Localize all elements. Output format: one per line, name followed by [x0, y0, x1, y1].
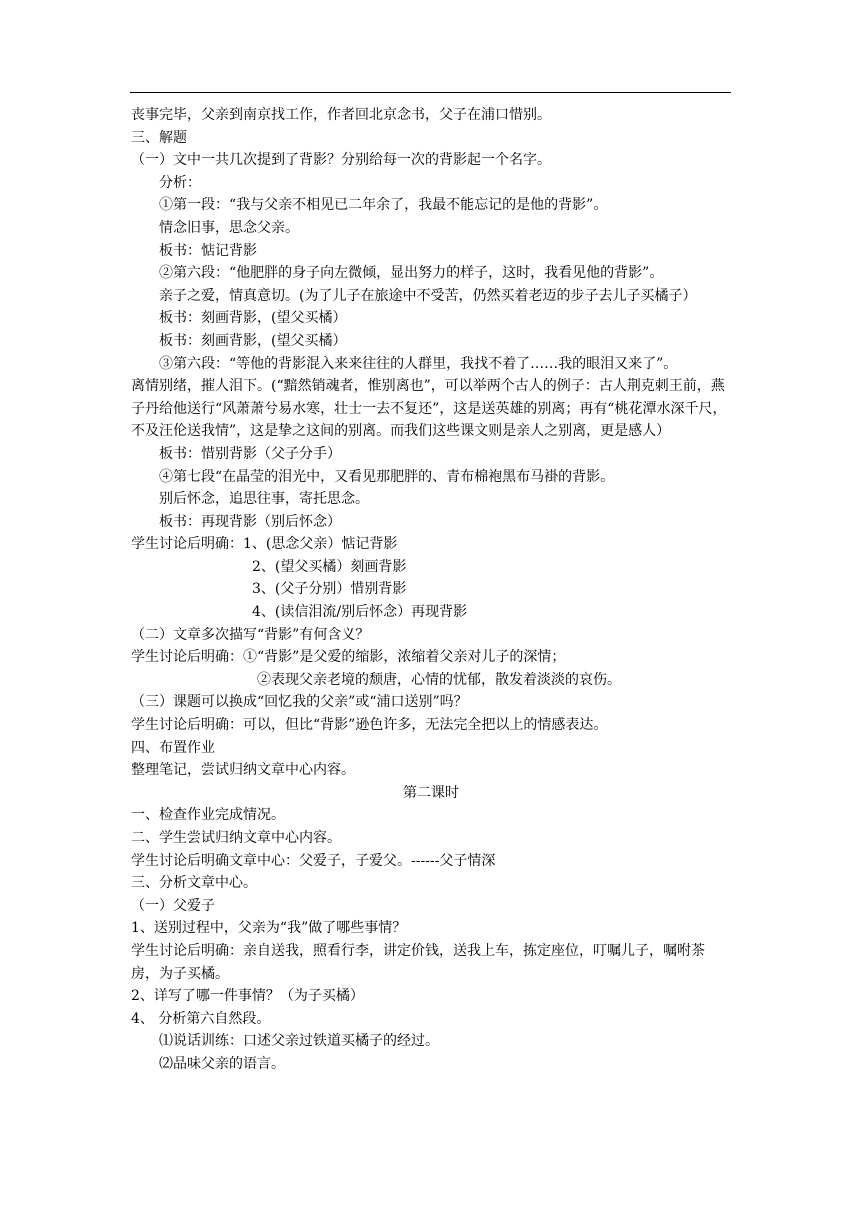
- section-heading: 三、解题: [131, 129, 187, 146]
- section-heading: 二、学生尝试归纳文章中心内容。: [131, 830, 341, 846]
- text-line: 板书：刻画背影，(望父买橘）: [159, 310, 347, 327]
- question-heading: （一）文中一共几次提到了背影？分别给每一次的背影起一个名字。: [131, 152, 551, 169]
- text-line: 2、详写了哪一件事情？（为子买橘）: [131, 988, 364, 1005]
- section-heading: 一、检查作业完成情况。: [131, 807, 285, 824]
- text-paragraph: 学生讨论后明确：亲自送我，照看行李，讲定价钱，送我上车，拣定座位，叮嘱儿子，嘱咐茶房，为子买橘。: [131, 942, 705, 982]
- text-line: 1、送别过程中，父亲为“我”做了哪些事情？: [131, 920, 407, 937]
- text-line: 丧事完毕，父亲到南京找工作，作者回北京念书，父子在浦口惜别。: [131, 107, 551, 123]
- section-heading: 三、分析文章中心。: [131, 875, 257, 892]
- section-heading: 四、布置作业: [131, 739, 215, 756]
- text-line: ③第六段：“等他的背影混入来来往往的人群里，我找不着了……我的眼泪又来了”。: [159, 355, 678, 372]
- text-line: 学生讨论后明确：可以，但比“背影”逊色许多，无法完全把以上的情感表达。: [131, 717, 608, 734]
- question-heading: （一）父爱子: [131, 897, 215, 914]
- text-line: ②第六段：“他肥胖的身子向左微倾，显出努力的样子，这时，我看见他的背影”。: [159, 265, 664, 282]
- question-heading: （二）文章多次描写“背影”有何含义？: [131, 626, 370, 643]
- lesson-title: 第二课时: [403, 784, 459, 801]
- text-line: 学生讨论后明确文章中心：父爱子，子爱父。------父子情深: [131, 852, 496, 869]
- text-line: 板书：再现背影（别后怀念）: [159, 513, 341, 530]
- text-line: 分析：: [159, 174, 201, 191]
- text-line: 学生讨论后明确：①“背影”是父爱的缩影，浓缩着父亲对儿子的深情；: [131, 649, 566, 666]
- text-line: ②表现父亲老境的颓唐，心情的忧郁，散发着淡淡的哀伤。: [257, 671, 621, 688]
- text-line: 亲子之爱，情真意切。(为了儿子在旅途中不受苦，仍然买着老迈的步子去儿子买橘子）: [159, 287, 697, 304]
- text-line: ⑵品味父亲的语言。: [159, 1055, 285, 1072]
- text-line: 板书：刻画背影，(望父买橘）: [159, 332, 347, 349]
- text-line: ①第一段：“我与父亲不相见已二年余了，我最不能忘记的是他的背影”。: [159, 197, 608, 214]
- text-line: 板书：惜别背影（父子分手）: [159, 445, 341, 462]
- text-paragraph: 离情别绪，摧人泪下。(“黯然销魂者，惟别离也”，可以举两个古人的例子：古人荆克刺王前，燕子丹给他送行“风萧萧兮易水寒，壮士一去不复还”，这是送英雄的别离；再有“桃花潭水深千尺，不及汪伦送我情”，这是挚之这间的别离。而我们这些课文则是亲人之别离，更是感人）: [131, 378, 727, 440]
- text-line: 别后怀念，追思往事，寄托思念。: [159, 491, 369, 508]
- text-line: ④第七段“在晶莹的泪光中，又看见那肥胖的、青布棉袍黑布马褂的背影。: [159, 468, 615, 485]
- text-line: 情念旧事，思念父亲。: [159, 219, 299, 236]
- text-line: 学生讨论后明确：1、(思念父亲）惦记背影: [131, 536, 398, 553]
- list-item: 2、(望父买橘）刻画背影: [252, 558, 407, 575]
- list-item: 4、(读信泪流/别后怀念）再现背影: [252, 604, 468, 621]
- list-item: 3、(父子分别）惜别背影: [252, 581, 407, 598]
- document-body: [131, 104, 731, 1076]
- header-rule: [130, 92, 731, 93]
- text-line: 整理笔记，尝试归纳文章中心内容。: [131, 762, 355, 779]
- question-heading: （三）课题可以换成“回忆我的父亲”或“浦口送别”吗？: [131, 694, 468, 711]
- text-line: 4、 分析第六自然段。: [131, 1010, 271, 1027]
- text-line: 板书：惦记背影: [159, 242, 257, 259]
- text-line: ⑴说话训练：口述父亲过铁道买橘子的经过。: [159, 1033, 439, 1050]
